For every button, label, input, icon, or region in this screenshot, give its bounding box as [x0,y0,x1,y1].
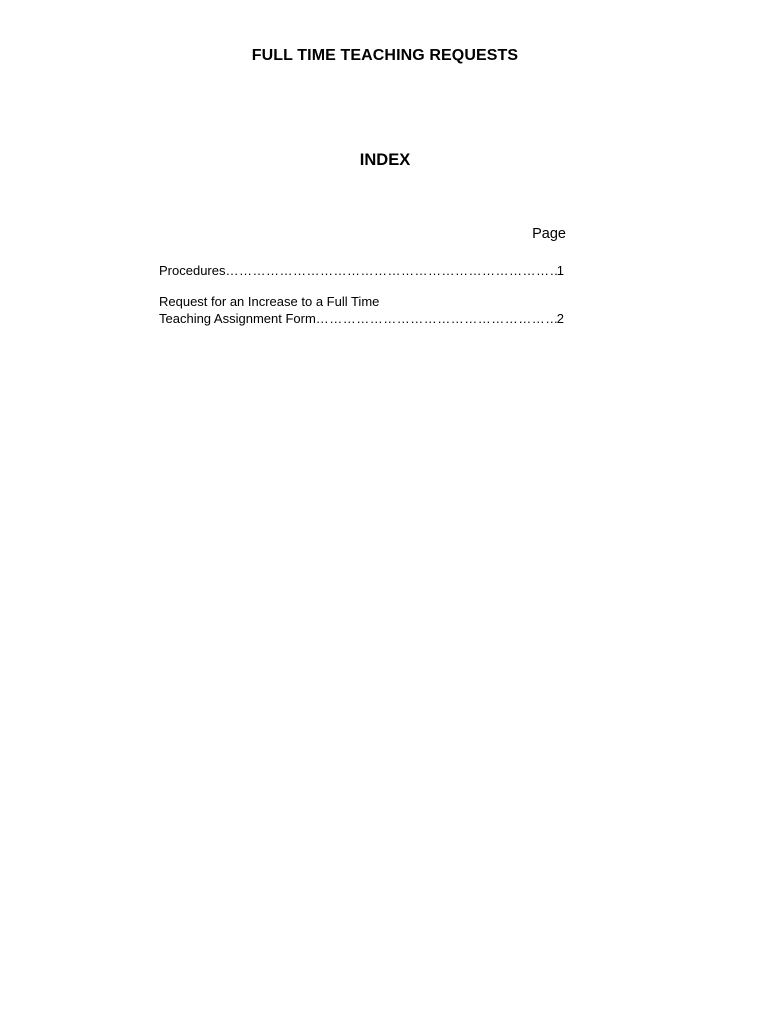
page-column-label: Page [532,226,566,242]
index-heading: INDEX [359,151,411,169]
toc-entry-label-line1: Request for an Increase to a Full Time [159,294,380,309]
document-title: FULL TIME TEACHING REQUESTS [251,47,519,64]
toc-entry-procedures [159,262,564,279]
toc-line [159,262,564,279]
toc-entry-label: Procedures [159,263,226,278]
toc-entry-label-line2: Teaching Assignment Form [159,311,316,326]
toc-dot-leader [316,310,557,327]
toc-entry-request-form [159,293,564,327]
toc-line [159,310,564,327]
toc-entry-page-number: 2 [556,311,564,326]
toc-entry-page-number: 1 [556,263,564,278]
toc-dot-leader [225,262,556,279]
